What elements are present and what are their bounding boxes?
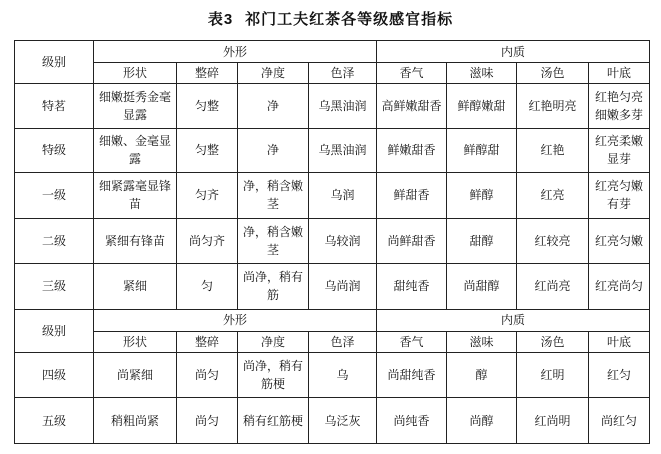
table-cell: 乌尚润	[309, 264, 377, 309]
table-cell: 甜纯香	[377, 264, 447, 309]
table-cell: 尚纯香	[377, 398, 447, 444]
table-row	[15, 173, 650, 218]
grade-table	[14, 40, 650, 444]
table-cell: 醇	[447, 352, 517, 397]
col-header: 香气	[377, 331, 447, 352]
table-cell: 红艳匀亮细嫩多芽	[589, 84, 650, 128]
table-cell: 红亮	[517, 173, 589, 218]
col-header: 整碎	[177, 331, 238, 352]
table-cell: 尚红匀	[589, 398, 650, 444]
table-title	[0, 4, 661, 34]
col-header: 净度	[238, 63, 309, 84]
table-cell: 净，稍含嫩茎	[238, 173, 309, 218]
grade-cell: 二级	[15, 218, 94, 263]
col-header: 叶底	[589, 331, 650, 352]
subheader-row	[15, 331, 650, 352]
table-cell: 红亮匀嫩	[589, 218, 650, 263]
table-cell: 尚净，稍有筋	[238, 264, 309, 309]
table-cell: 细紧露毫显锋苗	[94, 173, 177, 218]
table-cell: 匀	[177, 264, 238, 309]
table-cell: 乌黑油润	[309, 128, 377, 172]
table-cell: 稍有红筋梗	[238, 398, 309, 444]
table-cell: 尚匀	[177, 398, 238, 444]
grade-cell: 特级	[15, 128, 94, 172]
grade-header: 级别	[15, 309, 94, 352]
table-cell: 鲜醇嫩甜	[447, 84, 517, 128]
col-header: 色泽	[309, 63, 377, 84]
table-cell: 鲜甜香	[377, 173, 447, 218]
table-cell: 乌泛灰	[309, 398, 377, 444]
col-header: 整碎	[177, 63, 238, 84]
table-row	[15, 398, 650, 444]
table-cell: 尚净，稍有筋梗	[238, 352, 309, 397]
table-cell: 稍粗尚紧	[94, 398, 177, 444]
table-cell: 净	[238, 128, 309, 172]
table-cell: 细嫩挺秀金毫显露	[94, 84, 177, 128]
grade-cell: 一级	[15, 173, 94, 218]
table-number: 表3	[207, 11, 234, 28]
header-row	[15, 309, 650, 331]
table-cell: 尚醇	[447, 398, 517, 444]
grade-cell: 五级	[15, 398, 94, 444]
table-cell: 鲜醇	[447, 173, 517, 218]
outer-header: 外形	[94, 309, 377, 331]
table-cell: 红亮匀嫩有芽	[589, 173, 650, 218]
table-cell: 红尚明	[517, 398, 589, 444]
table-cell: 匀整	[177, 84, 238, 128]
table-cell: 净，稍含嫩茎	[238, 218, 309, 263]
col-header: 滋味	[447, 63, 517, 84]
col-header: 形状	[94, 331, 177, 352]
table-cell: 红较亮	[517, 218, 589, 263]
table-cell: 乌	[309, 352, 377, 397]
table-cell: 尚甜纯香	[377, 352, 447, 397]
subheader-row	[15, 63, 650, 84]
table-row	[15, 218, 650, 263]
col-header: 净度	[238, 331, 309, 352]
grade-header: 级别	[15, 41, 94, 84]
grade-cell: 四级	[15, 352, 94, 397]
table-cell: 尚紧细	[94, 352, 177, 397]
col-header: 色泽	[309, 331, 377, 352]
outer-header: 外形	[94, 41, 377, 63]
col-header: 汤色	[517, 63, 589, 84]
table-cell: 红亮尚匀	[589, 264, 650, 309]
table-caption: 祁门工夫红茶各等级感官指标	[245, 10, 454, 28]
table-cell: 高鲜嫩甜香	[377, 84, 447, 128]
col-header: 汤色	[517, 331, 589, 352]
table-cell: 紧细有锋苗	[94, 218, 177, 263]
col-header: 滋味	[447, 331, 517, 352]
table-cell: 乌黑油润	[309, 84, 377, 128]
grade-cell: 特茗	[15, 84, 94, 128]
inner-header: 内质	[377, 309, 650, 331]
table-cell: 红艳	[517, 128, 589, 172]
table-row	[15, 128, 650, 172]
col-header: 形状	[94, 63, 177, 84]
table-cell: 红尚亮	[517, 264, 589, 309]
table-cell: 乌润	[309, 173, 377, 218]
grade-cell: 三级	[15, 264, 94, 309]
table-cell: 红艳明亮	[517, 84, 589, 128]
table-cell: 尚鲜甜香	[377, 218, 447, 263]
table-cell: 红亮柔嫩显芽	[589, 128, 650, 172]
table-row	[15, 84, 650, 128]
table-cell: 红匀	[589, 352, 650, 397]
table-cell: 尚匀	[177, 352, 238, 397]
table-cell: 尚匀齐	[177, 218, 238, 263]
table-cell: 匀齐	[177, 173, 238, 218]
table-row	[15, 264, 650, 309]
table-cell: 鲜醇甜	[447, 128, 517, 172]
table-cell: 尚甜醇	[447, 264, 517, 309]
table-cell: 红明	[517, 352, 589, 397]
table-row	[15, 352, 650, 397]
table-cell: 细嫩、金毫显露	[94, 128, 177, 172]
header-row	[15, 41, 650, 63]
col-header: 叶底	[589, 63, 650, 84]
table-cell: 匀整	[177, 128, 238, 172]
table-cell: 甜醇	[447, 218, 517, 263]
inner-header: 内质	[377, 41, 650, 63]
table-cell: 紧细	[94, 264, 177, 309]
table-cell: 乌较润	[309, 218, 377, 263]
table-cell: 净	[238, 84, 309, 128]
table-cell: 鲜嫩甜香	[377, 128, 447, 172]
col-header: 香气	[377, 63, 447, 84]
